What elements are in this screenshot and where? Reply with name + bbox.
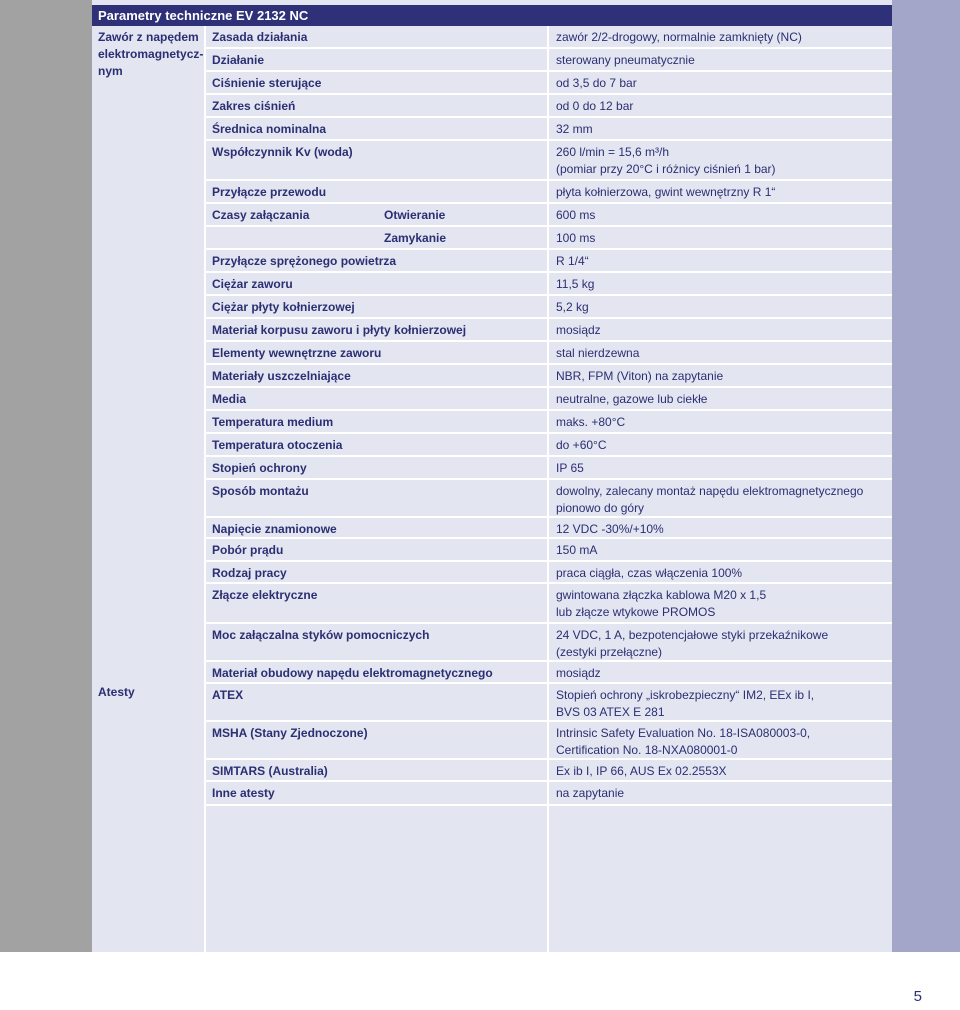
table-row [206, 26, 892, 49]
parameter-name: Stopień ochrony [212, 461, 307, 475]
parameter-name: Czasy załączania [212, 208, 310, 222]
parameter-value [556, 521, 888, 538]
table-row [206, 319, 892, 342]
table-row [206, 95, 892, 118]
table-row [206, 457, 892, 480]
parameter-name: Pobór prądu [212, 543, 284, 557]
parameter-value [556, 184, 888, 201]
parameter-value [556, 414, 888, 431]
parameter-name: Zasada działania [212, 30, 308, 44]
table-row [206, 518, 892, 539]
parameter-name: ATEX [212, 688, 244, 702]
parameter-name: MSHA (Stany Zjednoczone) [212, 726, 368, 740]
parameter-value-line: (zestyki przełączne) [556, 645, 663, 659]
parameter-value-line: na zapytanie [556, 786, 625, 800]
parameter-value [556, 207, 888, 224]
parameter-name: Złącze elektryczne [212, 588, 318, 602]
table-row [206, 273, 892, 296]
parameter-name: Napięcie znamionowe [212, 522, 337, 536]
parameter-name: Średnica nominalna [212, 122, 327, 136]
parameter-subname: Zamykanie [384, 231, 447, 245]
parameter-value-line: BVS 03 ATEX E 281 [556, 705, 665, 719]
parameter-name: Zakres ciśnień [212, 99, 296, 113]
parameter-value [556, 368, 888, 385]
parameter-name: Inne atesty [212, 786, 275, 800]
parameter-value-line: stal nierdzewna [556, 346, 640, 360]
parameter-name: Moc załączalna styków pomocniczych [212, 628, 430, 642]
table-row [206, 411, 892, 434]
table-row [206, 365, 892, 388]
parameter-name: Temperatura otoczenia [212, 438, 343, 452]
parameter-value-line: płyta kołnierzowa, gwint wewnętrzny R 1“ [556, 185, 776, 199]
parameter-value [556, 542, 888, 559]
parameter-value-line: (pomiar przy 20°C i różnicy ciśnień 1 bar) [556, 162, 776, 176]
parameter-value [556, 52, 888, 69]
parameter-value-line: Intrinsic Safety Evaluation No. 18-ISA080003-0, [556, 726, 811, 740]
parameter-value-line: praca ciągła, czas włączenia 100% [556, 566, 743, 580]
parameter-name: Ciężar płyty kołnierzowej [212, 300, 355, 314]
table-row [206, 296, 892, 319]
parameter-value-line: do +60°C [556, 438, 607, 452]
table-row [206, 141, 892, 181]
table-row [206, 342, 892, 365]
spec-table [92, 0, 892, 952]
parameter-value-line: 11,5 kg [556, 277, 595, 291]
parameter-value-line: mosiądz [556, 323, 601, 337]
parameter-value-line: 260 l/min = 15,6 m³/h [556, 145, 670, 159]
parameter-value-line: Certification No. 18-NXA080001-0 [556, 743, 738, 757]
parameter-value [556, 483, 888, 517]
parameter-value [556, 665, 888, 682]
left-margin-band [0, 0, 92, 952]
parameter-value [556, 785, 888, 802]
group-label-valve: Zawór z napędem elektromagnetycz-nym [98, 30, 204, 78]
table-title: Parametry techniczne EV 2132 NC [92, 5, 892, 26]
parameter-value-line: zawór 2/2-drogowy, normalnie zamknięty (NC) [556, 30, 802, 44]
parameter-name: Ciężar zaworu [212, 277, 293, 291]
parameter-value [556, 299, 888, 316]
parameter-value-line: gwintowana złączka kablowa M20 x 1,5 [556, 588, 767, 602]
table-row [206, 250, 892, 273]
parameter-name: Temperatura medium [212, 415, 334, 429]
parameter-name: Elementy wewnętrzne zaworu [212, 346, 382, 360]
parameter-value [556, 725, 888, 759]
table-row [206, 204, 892, 227]
parameter-value-line: 150 mA [556, 543, 598, 557]
parameter-name: Przyłącze przewodu [212, 185, 327, 199]
parameter-value [556, 587, 888, 621]
table-row [206, 539, 892, 562]
parameter-value-line: 600 ms [556, 208, 596, 222]
parameter-name: Działanie [212, 53, 265, 67]
parameter-name: Ciśnienie sterujące [212, 76, 322, 90]
parameter-value-line: od 3,5 do 7 bar [556, 76, 637, 90]
parameter-value [556, 276, 888, 293]
right-margin-band [892, 0, 960, 952]
table-row [206, 562, 892, 584]
parameter-value [556, 565, 888, 582]
parameter-name: Materiał obudowy napędu elektromagnetycznego [212, 666, 493, 680]
parameter-value-line: R 1/4“ [556, 254, 589, 268]
parameter-value [556, 322, 888, 339]
table-row [206, 49, 892, 72]
parameter-value [556, 391, 888, 408]
table-row [206, 72, 892, 95]
parameter-value-line: 24 VDC, 1 A, bezpotencjałowe styki przekaźnikowe [556, 628, 829, 642]
parameter-value-line: dowolny, zalecany montaż napędu elektromagnetycznego pionowo do góry [556, 484, 864, 515]
parameter-value [556, 75, 888, 92]
parameter-value [556, 763, 888, 780]
parameter-value [556, 437, 888, 454]
parameter-name: Materiały uszczelniające [212, 369, 351, 383]
parameter-value-line: lub złącze wtykowe PROMOS [556, 605, 716, 619]
parameter-value-line: maks. +80°C [556, 415, 626, 429]
parameter-value-line: NBR, FPM (Viton) na zapytanie [556, 369, 724, 383]
parameter-value-line: 5,2 kg [556, 300, 589, 314]
parameter-subname: Otwieranie [384, 208, 446, 222]
parameter-value [556, 627, 888, 661]
table-row [206, 684, 892, 722]
parameter-name: Media [212, 392, 247, 406]
parameter-value-line: neutralne, gazowe lub ciekłe [556, 392, 708, 406]
parameter-value [556, 121, 888, 138]
table-row [206, 434, 892, 457]
parameter-value-line: mosiądz [556, 666, 601, 680]
table-row [206, 181, 892, 204]
parameter-value [556, 687, 888, 721]
parameter-value-line: IP 65 [556, 461, 584, 475]
parameter-name: SIMTARS (Australia) [212, 764, 328, 778]
parameter-value-line: 12 VDC -30%/+10% [556, 522, 664, 536]
parameter-value-line: 100 ms [556, 231, 596, 245]
parameter-value-line: od 0 do 12 bar [556, 99, 634, 113]
parameter-value [556, 144, 888, 178]
table-row [206, 624, 892, 662]
parameter-value [556, 345, 888, 362]
parameter-name: Sposób montażu [212, 484, 309, 498]
table-row [206, 480, 892, 518]
table-row [206, 662, 892, 684]
parameter-value [556, 98, 888, 115]
parameter-value-line: 32 mm [556, 122, 593, 136]
parameter-value [556, 230, 888, 247]
group-label-approvals: Atesty [98, 685, 135, 699]
parameter-value-line: Ex ib I, IP 66, AUS Ex 02.2553X [556, 764, 727, 778]
parameter-value [556, 29, 888, 46]
table-row [206, 760, 892, 782]
parameter-value-line: sterowany pneumatycznie [556, 53, 695, 67]
table-row [206, 388, 892, 411]
table-row [206, 584, 892, 624]
parameter-value-line: Stopień ochrony „iskrobezpieczny“ IM2, EEx ib I, [556, 688, 815, 702]
parameter-value [556, 253, 888, 270]
parameter-name: Przyłącze sprężonego powietrza [212, 254, 397, 268]
table-row [206, 782, 892, 806]
table-row [206, 227, 892, 250]
table-row [206, 722, 892, 760]
parameter-name: Materiał korpusu zaworu i płyty kołnierzowej [212, 323, 467, 337]
page-number: 5 [913, 988, 922, 1005]
table-row [206, 118, 892, 141]
parameter-name: Rodzaj pracy [212, 566, 287, 580]
parameter-value [556, 460, 888, 477]
parameter-name: Współczynnik Kv (woda) [212, 145, 353, 159]
